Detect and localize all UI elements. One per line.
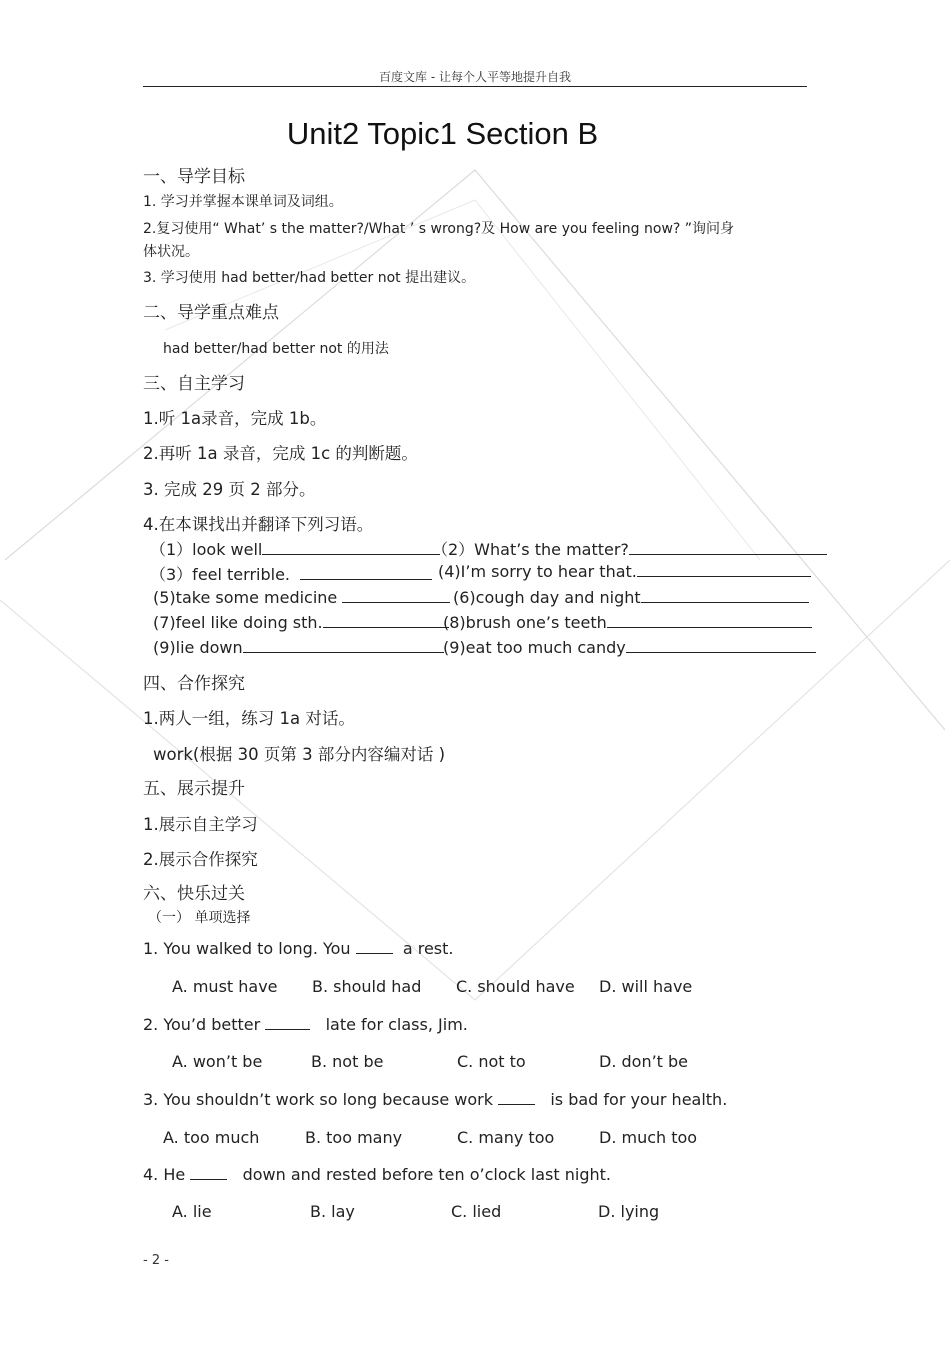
s3-item-3: 3. 完成 29 页 2 部分。	[143, 480, 316, 499]
question-2	[143, 1015, 468, 1034]
s4-item-1: 1.两人一组，练习 1a 对话。	[143, 709, 355, 728]
header-rule	[143, 86, 807, 87]
s3-item-4: 4.在本课找出并翻译下列习语。	[143, 515, 374, 534]
answer-blank[interactable]	[190, 1165, 227, 1180]
option-b[interactable]: B. not be	[311, 1052, 384, 1071]
answer-blank[interactable]	[626, 638, 816, 653]
section-3-heading: 三、自主学习	[143, 374, 245, 394]
phrase-7: (7)feel like doing sth.	[153, 613, 323, 632]
answer-blank[interactable]	[356, 939, 393, 954]
question-text: is bad for your health.	[550, 1090, 728, 1109]
phrase-row	[443, 613, 812, 632]
phrase-3: （3）feel terrible.	[150, 565, 291, 584]
section-5-heading: 五、展示提升	[143, 779, 245, 799]
phrase-row	[443, 638, 816, 657]
s4-item-2: work(根据 30 页第 3 部分内容编对话 )	[153, 745, 446, 764]
s5-item-1: 1.展示自主学习	[143, 815, 258, 834]
phrase-row	[150, 562, 432, 585]
option-a[interactable]: A. too much	[163, 1128, 260, 1147]
phrase-4: (4)I’m sorry to hear that.	[438, 562, 637, 581]
answer-blank[interactable]	[637, 562, 811, 577]
phrase-row	[453, 588, 809, 607]
section-2-heading: 二、导学重点难点	[143, 303, 279, 323]
question-text: 1. You walked to long. You	[143, 939, 351, 958]
phrase-1: （1）look well	[150, 540, 263, 559]
s3-item-2: 2.再听 1a 录音，完成 1c 的判断题。	[143, 444, 418, 463]
option-a[interactable]: A. must have	[172, 977, 278, 996]
section-4-heading: 四、合作探究	[143, 674, 245, 694]
option-d[interactable]: D. will have	[599, 977, 693, 996]
phrase-2: （2）What’s the matter?	[432, 540, 629, 559]
s1-item-2-cont: 体状况。	[143, 244, 199, 260]
question-3	[143, 1090, 727, 1109]
page-header: 百度文库 - 让每个人平等地提升自我	[379, 70, 571, 84]
page-number: - 2 -	[143, 1253, 169, 1268]
s2-item: had better/had better not 的用法	[163, 341, 389, 357]
s1-item-2: 2.复习使用“ What’ s the matter?/What ’ s wrong?及 How are you feeling now? ”询问身	[143, 221, 735, 237]
answer-blank[interactable]	[498, 1090, 535, 1105]
s1-item-1: 1. 学习并掌握本课单词及词组。	[143, 194, 343, 210]
option-b[interactable]: B. too many	[305, 1128, 403, 1147]
phrase-row	[153, 638, 444, 657]
question-text: a rest.	[402, 939, 454, 958]
phrase-row	[150, 537, 440, 560]
option-d[interactable]: D. much too	[599, 1128, 698, 1147]
option-a[interactable]: A. won’t be	[172, 1052, 263, 1071]
phrase-6: (6)cough day and night	[453, 588, 641, 607]
phrase-row	[153, 588, 450, 607]
option-c[interactable]: C. lied	[451, 1202, 502, 1221]
question-text: 3. You shouldn’t work so long because work	[143, 1090, 493, 1109]
answer-blank[interactable]	[641, 588, 809, 603]
s6-subheading: （一） 单项选择	[148, 910, 251, 926]
phrase-10: (9)eat too much candy	[443, 638, 626, 657]
s3-item-1: 1.听 1a录音，完成 1b。	[143, 409, 327, 428]
phrase-8: (8)brush one’s teeth	[443, 613, 607, 632]
phrase-row	[438, 562, 811, 581]
option-b[interactable]: B. should had	[312, 977, 422, 996]
answer-blank[interactable]	[342, 588, 450, 603]
phrase-5: (5)take some medicine	[153, 588, 338, 607]
answer-blank[interactable]	[243, 638, 444, 653]
answer-blank[interactable]	[629, 540, 827, 555]
option-a[interactable]: A. lie	[172, 1202, 212, 1221]
answer-blank[interactable]	[262, 540, 440, 555]
section-6-heading: 六、快乐过关	[143, 884, 245, 904]
question-1	[143, 939, 453, 958]
option-b[interactable]: B. lay	[310, 1202, 355, 1221]
option-c[interactable]: C. not to	[457, 1052, 526, 1071]
s5-item-2: 2.展示合作探究	[143, 850, 258, 869]
option-c[interactable]: C. should have	[456, 977, 575, 996]
option-d[interactable]: D. don’t be	[599, 1052, 689, 1071]
phrase-row	[153, 613, 449, 632]
option-c[interactable]: C. many too	[457, 1128, 555, 1147]
answer-blank[interactable]	[607, 613, 812, 628]
question-text: 2. You’d better	[143, 1015, 261, 1034]
question-text: late for class, Jim.	[325, 1015, 468, 1034]
s1-item-3: 3. 学习使用 had better/had better not 提出建议。	[143, 270, 476, 286]
question-text: 4. He	[143, 1165, 186, 1184]
answer-blank[interactable]	[323, 613, 449, 628]
phrase-row	[432, 537, 827, 560]
phrase-9: (9)lie down	[153, 638, 243, 657]
answer-blank[interactable]	[265, 1015, 310, 1030]
question-text: down and rested before ten o’clock last night.	[242, 1165, 611, 1184]
page-title: Unit2 Topic1 Section B	[286, 116, 599, 151]
option-d[interactable]: D. lying	[598, 1202, 660, 1221]
answer-blank[interactable]	[300, 565, 432, 580]
section-1-heading: 一、导学目标	[143, 167, 245, 187]
question-4	[143, 1165, 611, 1184]
